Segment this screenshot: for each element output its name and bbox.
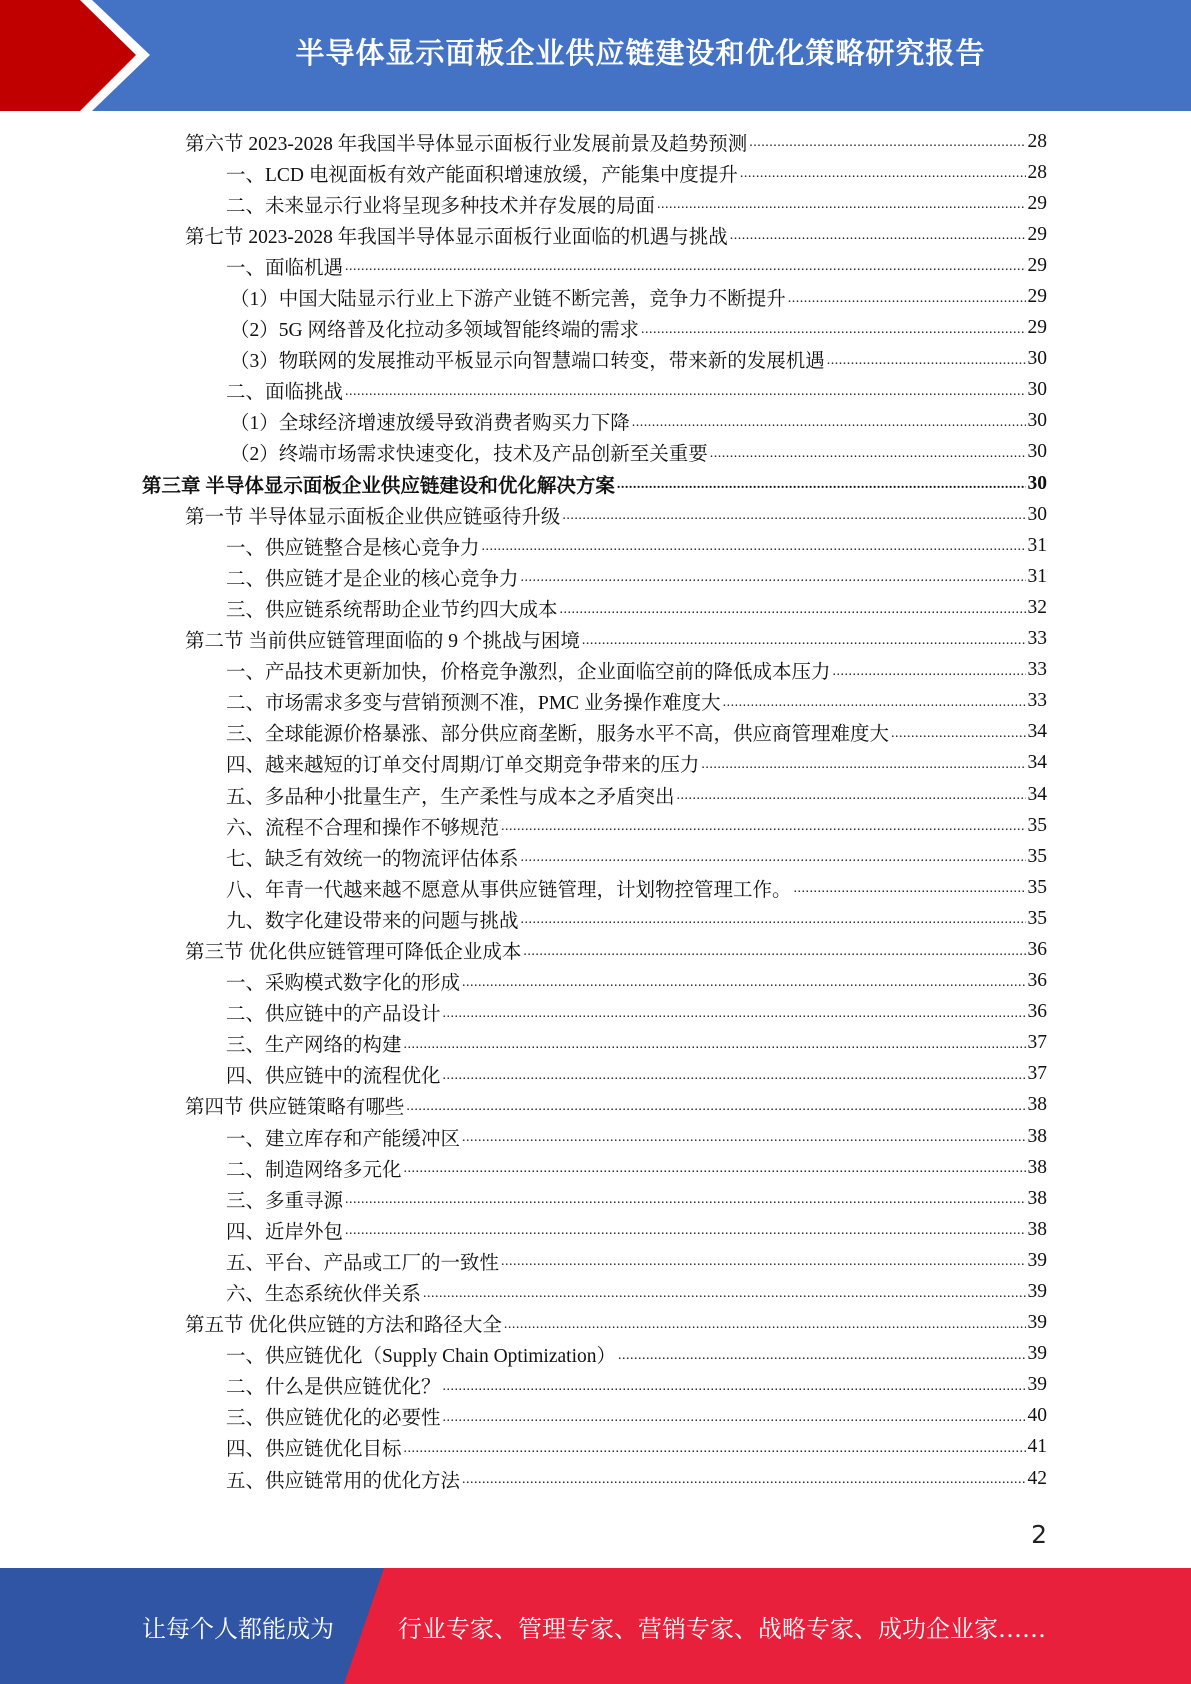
toc-entry-title: 一、供应链整合是核心竞争力 (226, 537, 480, 559)
toc-dot-leader (482, 540, 1026, 561)
toc-entry-page: 37 (1027, 1063, 1047, 1085)
toc-entry[interactable] (0, 1370, 1191, 1401)
toc-dot-leader (521, 851, 1026, 872)
toc-entry-page: 39 (1027, 1281, 1047, 1303)
document-title: 半导体显示面板企业供应链建设和优化策略研究报告 (295, 35, 986, 70)
toc-entry-title: 二、供应链中的产品设计 (226, 1004, 441, 1026)
toc-dot-leader (523, 945, 1025, 966)
toc-dot-leader (501, 820, 1025, 841)
toc-entry-page: 31 (1027, 534, 1047, 556)
toc-dot-leader (794, 882, 1026, 903)
toc-entry-title: （3）物联网的发展推动平板显示向智慧端口转变，带来新的发展机遇 (230, 351, 825, 373)
toc-entry[interactable] (0, 188, 1191, 219)
toc-dot-leader (443, 1007, 1026, 1028)
page-header (0, 0, 1191, 111)
toc-entry-page: 38 (1027, 1156, 1047, 1178)
toc-entry[interactable] (0, 250, 1191, 281)
toc-entry-page: 29 (1027, 192, 1047, 214)
toc-entry-page: 35 (1027, 876, 1047, 898)
toc-entry-title: 一、建立库存和产能缓冲区 (226, 1128, 461, 1150)
toc-entry-title: 二、什么是供应链优化？ (226, 1377, 441, 1399)
toc-entry-title: 第一节 半导体显示面板企业供应链亟待升级 (185, 506, 561, 528)
toc-entry-page: 41 (1027, 1436, 1047, 1458)
toc-entry[interactable] (0, 717, 1191, 748)
toc-entry[interactable] (0, 655, 1191, 686)
page-number: 2 (1031, 1520, 1047, 1549)
toc-dot-leader (462, 976, 1025, 997)
toc-entry-title: 五、多品种小批量生产，生产柔性与成本之矛盾突出 (226, 786, 675, 808)
toc-entry-title: （1）中国大陆显示行业上下游产业链不断完善，竞争力不断提升 (230, 289, 786, 311)
toc-entry-page: 36 (1027, 1001, 1047, 1023)
toc-entry-page: 39 (1027, 1343, 1047, 1365)
toc-entry-title: 四、近岸外包 (226, 1221, 344, 1243)
toc-entry-title: 四、越来越短的订单交付周期/订单交期竞争带来的压力 (226, 755, 700, 777)
toc-entry-page: 35 (1027, 845, 1047, 867)
toc-entry-page: 38 (1027, 1094, 1047, 1116)
toc-entry-page: 38 (1027, 1218, 1047, 1240)
toc-entry-page: 29 (1027, 317, 1047, 339)
toc-dot-leader (833, 665, 1026, 686)
toc-entry-title: 二、未来显示行业将呈现多种技术并存发展的局面 (226, 195, 656, 217)
toc-entry-title: 六、流程不合理和操作不够规范 (226, 817, 500, 839)
toc-entry[interactable] (0, 810, 1191, 841)
toc-dot-leader (582, 634, 1026, 655)
toc-dot-leader (562, 509, 1025, 530)
toc-entry-page: 42 (1027, 1467, 1047, 1489)
toc-entry-page: 40 (1027, 1405, 1047, 1427)
toc-dot-leader (345, 385, 1025, 406)
toc-dot-leader (730, 229, 1026, 250)
toc-entry-page: 39 (1027, 1312, 1047, 1334)
toc-dot-leader (404, 1038, 1026, 1059)
toc-entry[interactable] (0, 1183, 1191, 1214)
toc-entry-page: 30 (1027, 441, 1047, 463)
toc-entry-page: 36 (1027, 938, 1047, 960)
toc-entry-title: 二、供应链才是企业的核心竞争力 (226, 568, 519, 590)
toc-entry-page: 32 (1027, 596, 1047, 618)
toc-entry-title: 第七节 2023-2028 年我国半导体显示面板行业面临的机遇与挑战 (185, 226, 728, 248)
toc-entry-title: 二、市场需求多变与营销预测不准，PMC 业务操作难度大 (226, 693, 721, 715)
toc-entry[interactable] (0, 406, 1191, 437)
toc-entry-title: 五、平台、产品或工厂的一致性 (226, 1252, 500, 1274)
toc-entry-page: 34 (1027, 783, 1047, 805)
toc-entry[interactable] (0, 686, 1191, 717)
toc-entry-title: 第五节 优化供应链的方法和路径大全 (185, 1315, 502, 1337)
toc-entry[interactable] (0, 437, 1191, 468)
toc-entry-page: 33 (1027, 690, 1047, 712)
toc-dot-leader (443, 1069, 1026, 1090)
toc-dot-leader (701, 758, 1025, 779)
toc-entry-page: 35 (1027, 907, 1047, 929)
toc-dot-leader (345, 260, 1025, 281)
toc-entry-page: 39 (1027, 1249, 1047, 1271)
toc-entry-title: 八、年青一代越来越不愿意从事供应链管理，计划物控管理工作。 (226, 879, 792, 901)
toc-dot-leader (404, 1162, 1026, 1183)
toc-entry-title: 九、数字化建设带来的问题与挑战 (226, 910, 519, 932)
toc-dot-leader (560, 603, 1026, 624)
toc-entry-title: 三、供应链系统帮助企业节约四大成本 (226, 599, 558, 621)
toc-entry-title: 一、供应链优化（Supply Chain Optimization） (226, 1346, 616, 1368)
toc-entry-page: 36 (1027, 970, 1047, 992)
toc-entry[interactable] (0, 344, 1191, 375)
toc-entry[interactable] (0, 1339, 1191, 1370)
toc-entry-page: 29 (1027, 286, 1047, 308)
toc-entry[interactable] (0, 1121, 1191, 1152)
toc-dot-leader (423, 1287, 1025, 1308)
toc-entry-title: 四、供应链优化目标 (226, 1439, 402, 1461)
toc-entry-page: 30 (1027, 503, 1047, 525)
header-red-arrow-shape (0, 0, 160, 111)
toc-dot-leader (657, 198, 1025, 219)
toc-entry[interactable] (0, 1401, 1191, 1432)
toc-entry-page: 30 (1027, 410, 1047, 432)
toc-entry[interactable] (0, 561, 1191, 592)
toc-entry[interactable] (0, 841, 1191, 872)
toc-dot-leader (788, 292, 1026, 313)
toc-entry[interactable] (0, 966, 1191, 997)
toc-entry[interactable] (0, 1152, 1191, 1183)
toc-entry-page: 30 (1027, 379, 1047, 401)
toc-entry-title: 二、面临挑战 (226, 382, 344, 404)
toc-entry-page: 28 (1027, 130, 1047, 152)
toc-entry[interactable] (0, 1245, 1191, 1276)
toc-entry[interactable] (0, 1028, 1191, 1059)
toc-entry[interactable] (0, 313, 1191, 344)
toc-entry-page: 39 (1027, 1374, 1047, 1396)
toc-dot-leader (504, 1318, 1026, 1339)
toc-entry-title: （2）终端市场需求快速变化，技术及产品创新至关重要 (230, 444, 708, 466)
toc-entry-title: 二、制造网络多元化 (226, 1159, 402, 1181)
toc-entry[interactable] (0, 375, 1191, 406)
toc-dot-leader (749, 136, 1025, 157)
toc-entry-page: 34 (1027, 721, 1047, 743)
toc-entry[interactable] (0, 1059, 1191, 1090)
toc-dot-leader (740, 167, 1026, 188)
toc-dot-leader (501, 1255, 1025, 1276)
table-of-contents (0, 126, 1191, 1494)
toc-dot-leader (521, 571, 1026, 592)
toc-dot-leader (462, 1473, 1025, 1494)
toc-entry-title: 一、LCD 电视面板有效产能面积增速放缓，产能集中度提升 (226, 164, 738, 186)
toc-entry-title: 三、供应链优化的必要性 (226, 1408, 441, 1430)
toc-entry-title: 三、多重寻源 (226, 1190, 344, 1212)
toc-entry-title: 第六节 2023-2028 年我国半导体显示面板行业发展前景及趋势预测 (185, 133, 748, 155)
toc-entry[interactable] (0, 530, 1191, 561)
toc-entry-page: 29 (1027, 254, 1047, 276)
toc-dot-leader (618, 1349, 1026, 1370)
toc-entry[interactable] (0, 748, 1191, 779)
page-footer (0, 1568, 1191, 1684)
toc-entry-page: 31 (1027, 565, 1047, 587)
toc-entry-title: 三、生产网络的构建 (226, 1035, 402, 1057)
toc-entry[interactable] (0, 934, 1191, 965)
toc-entry[interactable] (0, 468, 1191, 499)
toc-entry[interactable] (0, 779, 1191, 810)
toc-entry[interactable] (0, 872, 1191, 903)
toc-entry[interactable] (0, 1463, 1191, 1494)
toc-dot-leader (827, 354, 1026, 375)
footer-slogan-right: 行业专家、管理专家、营销专家、战略专家、成功企业家…… (398, 1614, 1046, 1643)
toc-dot-leader (462, 1131, 1025, 1152)
toc-entry-title: 六、生态系统伙伴关系 (226, 1284, 422, 1306)
toc-entry[interactable] (0, 499, 1191, 530)
toc-entry-page: 34 (1027, 752, 1047, 774)
toc-dot-leader (345, 1193, 1025, 1214)
toc-entry-page: 38 (1027, 1125, 1047, 1147)
toc-dot-leader (443, 1411, 1026, 1432)
toc-entry[interactable] (0, 1090, 1191, 1121)
toc-entry-page: 28 (1027, 161, 1047, 183)
toc-dot-leader (723, 696, 1026, 717)
toc-entry-page: 38 (1027, 1187, 1047, 1209)
toc-entry[interactable] (0, 157, 1191, 188)
toc-entry[interactable] (0, 281, 1191, 312)
toc-dot-leader (641, 323, 1026, 344)
toc-dot-leader (710, 447, 1026, 468)
toc-entry-page: 30 (1027, 348, 1047, 370)
toc-entry-page: 33 (1027, 628, 1047, 650)
toc-dot-leader (617, 478, 1026, 499)
toc-dot-leader (404, 1442, 1026, 1463)
toc-dot-leader (632, 416, 1026, 437)
toc-dot-leader (406, 1100, 1025, 1121)
toc-entry-title: 一、采购模式数字化的形成 (226, 973, 461, 995)
toc-dot-leader (345, 1224, 1025, 1245)
footer-slogan-left: 让每个人都能成为 (142, 1614, 334, 1643)
toc-entry-title: （2）5G 网络普及化拉动多领域智能终端的需求 (230, 320, 639, 342)
toc-dot-leader (521, 913, 1026, 934)
toc-entry-title: 四、供应链中的流程优化 (226, 1066, 441, 1088)
toc-dot-leader (891, 727, 1025, 748)
toc-entry-page: 30 (1027, 472, 1047, 494)
toc-entry[interactable] (0, 903, 1191, 934)
toc-entry-title: 三、全球能源价格暴涨、部分供应商垄断，服务水平不高，供应商管理难度大 (226, 724, 890, 746)
toc-entry[interactable] (0, 1308, 1191, 1339)
toc-dot-leader (443, 1380, 1026, 1401)
toc-entry-title: 一、产品技术更新加快，价格竞争激烈，企业面临空前的降低成本压力 (226, 662, 831, 684)
toc-entry[interactable] (0, 592, 1191, 623)
toc-entry[interactable] (0, 1214, 1191, 1245)
toc-entry-page: 37 (1027, 1032, 1047, 1054)
toc-entry-page: 29 (1027, 223, 1047, 245)
toc-entry[interactable] (0, 997, 1191, 1028)
toc-entry-title: 五、供应链常用的优化方法 (226, 1470, 461, 1492)
toc-entry[interactable] (0, 126, 1191, 157)
toc-entry-title: 七、缺乏有效统一的物流评估体系 (226, 848, 519, 870)
toc-entry-title: 第二节 当前供应链管理面临的 9 个挑战与困境 (185, 631, 580, 653)
toc-entry-title: 第三节 优化供应链管理可降低企业成本 (185, 941, 522, 963)
toc-entry[interactable] (0, 219, 1191, 250)
toc-dot-leader (677, 789, 1026, 810)
toc-entry-title: 第四节 供应链策略有哪些 (185, 1097, 405, 1119)
toc-entry-page: 33 (1027, 659, 1047, 681)
toc-entry-title: 一、面临机遇 (226, 257, 344, 279)
toc-entry[interactable] (0, 1276, 1191, 1307)
toc-entry-page: 35 (1027, 814, 1047, 836)
toc-entry-title: （1）全球经济增速放缓导致消费者购买力下降 (230, 413, 630, 435)
toc-entry[interactable] (0, 1432, 1191, 1463)
toc-entry-title: 第三章 半导体显示面板企业供应链建设和优化解决方案 (142, 475, 615, 497)
toc-entry[interactable] (0, 624, 1191, 655)
